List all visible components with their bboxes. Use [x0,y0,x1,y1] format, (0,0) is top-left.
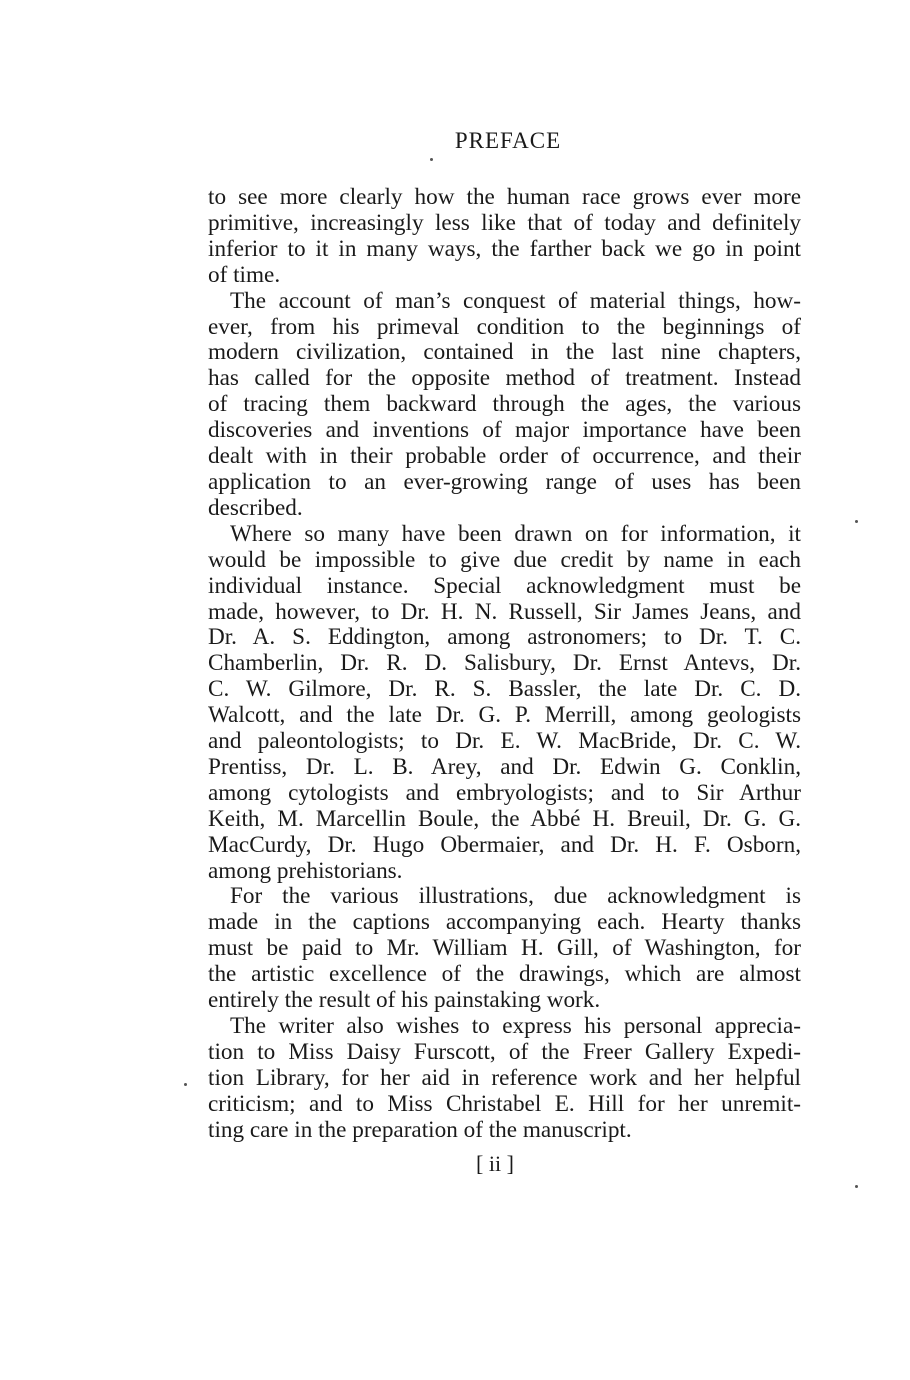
text-line: Chamberlin, Dr. R. D. Salisbury, Dr. Ernst Antevs, Dr. [208,650,801,677]
text-line: discoveries and inventions of major importance have been [208,417,801,444]
text-line: primitive, increasingly less like that of today and definitely [208,209,801,236]
text-line: would be impossible to give due credit by name in each [208,546,801,573]
text-line: made in the captions accompanying each. Hearty thanks [208,909,801,936]
text-line: Keith, M. Marcellin Boule, the Abbé H. Breuil, Dr. G. G. [208,805,801,832]
paragraph [208,289,801,522]
text-line: made, however, to Dr. H. N. Russell, Sir James Jeans, and [208,598,801,625]
text-line: inferior to it in many ways, the farther back we go in point [208,235,801,262]
text-line: modern civilization, contained in the last nine chapters, [208,339,801,366]
scan-speck [184,1083,187,1086]
scan-speck [855,520,858,523]
text-line: of tracing them backward through the ages, the various [208,391,801,418]
text-line: must be paid to Mr. William H. Gill, of Washington, for [208,935,801,962]
text-line: ever, from his primeval condition to the beginnings of [208,313,801,340]
text-line: Where so many have been drawn on for information, it [230,520,801,547]
text-line: individual instance. Special acknowledgment must be [208,572,801,599]
text-line: among cytologists and embryologists; and to Sir Arthur [208,779,801,806]
paragraph [208,1014,801,1144]
text-line: ting care in the preparation of the manuscript. [208,1116,632,1143]
text-line: criticism; and to Miss Christabel E. Hill for her unremit- [208,1090,801,1117]
text-line: The account of man’s conquest of material things, how- [230,287,801,314]
text-line: Dr. A. S. Eddington, among astronomers; to Dr. T. C. [208,624,801,651]
scan-speck [430,158,433,161]
text-line: MacCurdy, Dr. Hugo Obermaier, and Dr. H. F. Osborn, [208,831,801,858]
text-line: dealt with in their probable order of occurrence, and their [208,443,801,470]
text-line: tion to Miss Daisy Furscott, of the Freer Gallery Expedi- [208,1038,801,1065]
scan-speck [855,1185,858,1188]
text-line: described. [208,494,303,521]
page-number: [ ii ] [476,1151,514,1176]
text-line: application to an ever-growing range of uses has been [208,468,801,495]
text-line: Walcott, and the late Dr. G. P. Merrill, among geologists [208,702,801,729]
paragraph [208,185,801,289]
text-line: and paleontologists; to Dr. E. W. MacBride, Dr. C. W. [208,728,801,755]
text-line: has called for the opposite method of treatment. Instead [208,365,801,392]
text-line: tion Library, for her aid in reference work and her helpful [208,1064,801,1091]
text-line: to see more clearly how the human race grows ever more [208,184,801,210]
text-line: the artistic excellence of the drawings, which are almost [208,961,801,988]
paragraph [208,522,801,885]
text-line: C. W. Gilmore, Dr. R. S. Bassler, the late Dr. C. D. [208,676,801,703]
text-line: entirely the result of his painstaking work. [208,987,601,1014]
text-line: among prehistorians. [208,857,403,884]
text-line: of time. [208,261,281,288]
text-line: The writer also wishes to express his personal apprecia- [230,1013,801,1039]
text-line: Prentiss, Dr. L. B. Arey, and Dr. Edwin G. Conklin, [208,753,801,780]
text-line: For the various illustrations, due acknowledgment is [230,883,801,910]
page-title: PREFACE [454,128,562,153]
preface-body [208,185,801,1144]
paragraph [208,884,801,1014]
